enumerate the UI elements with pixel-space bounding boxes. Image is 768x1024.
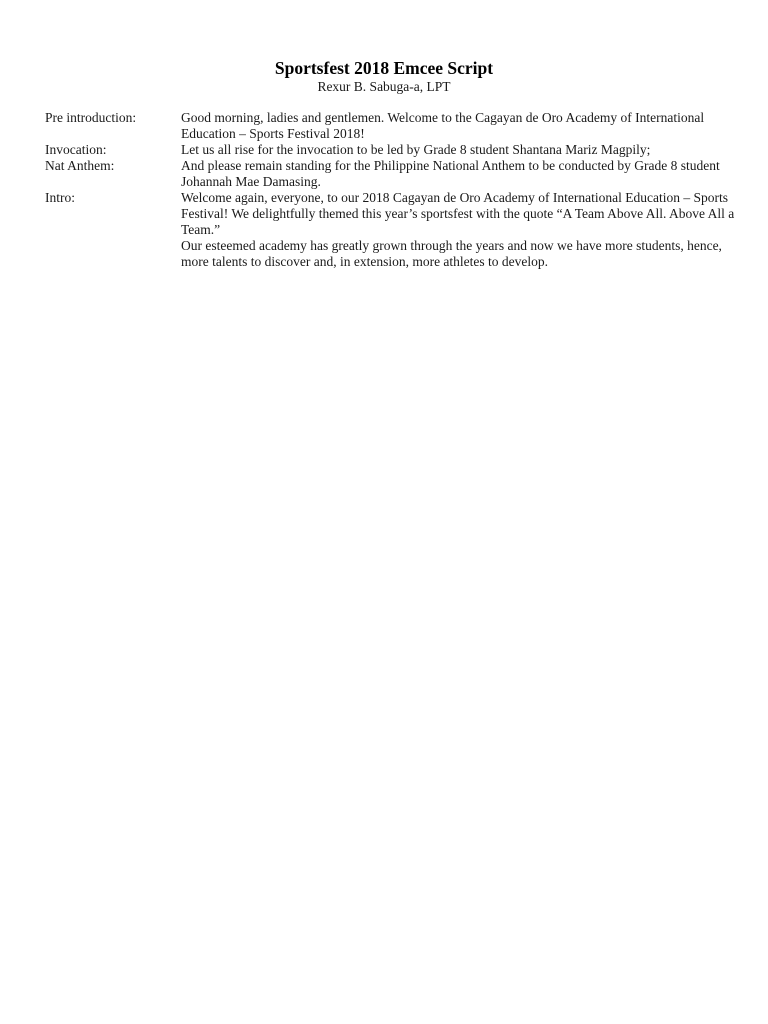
- script-paragraph: And please remain standing for the Philippine National Anthem to be conducted by Grade 8 student Johannah Mae Damasing.: [181, 158, 720, 189]
- script-row-pre-introduction: [45, 110, 735, 142]
- script-table: [45, 110, 735, 270]
- script-label: Invocation:: [45, 142, 107, 157]
- document-author: Rexur B. Sabuga-a, LPT: [317, 79, 451, 94]
- script-text: [181, 142, 735, 158]
- document-title: Sportsfest 2018 Emcee Script: [274, 58, 494, 78]
- script-row-nat-anthem: [45, 158, 735, 190]
- script-label: Nat Anthem:: [45, 158, 115, 173]
- script-row-intro: [45, 190, 735, 270]
- script-paragraph: Welcome again, everyone, to our 2018 Cagayan de Oro Academy of International Education – Sports Festival! We delightfully themed this year’s sportsfest with the quote “A Team Above All. Above All a Team.”: [181, 190, 735, 237]
- script-text: [181, 158, 735, 190]
- script-text: [181, 110, 735, 142]
- script-row-invocation: [45, 142, 735, 158]
- script-paragraph: Our esteemed academy has greatly grown through the years and now we have more students, hence, more talents to discover and, in extension, more athletes to develop.: [181, 238, 722, 269]
- script-text: [181, 190, 735, 270]
- script-paragraph: Let us all rise for the invocation to be led by Grade 8 student Shantana Mariz Magpily;: [181, 142, 651, 157]
- script-label: Pre introduction:: [45, 110, 137, 125]
- script-label: Intro:: [45, 190, 75, 205]
- script-paragraph: Good morning, ladies and gentlemen. Welcome to the Cagayan de Oro Academy of International Education – Sports Festival 2018!: [181, 110, 705, 141]
